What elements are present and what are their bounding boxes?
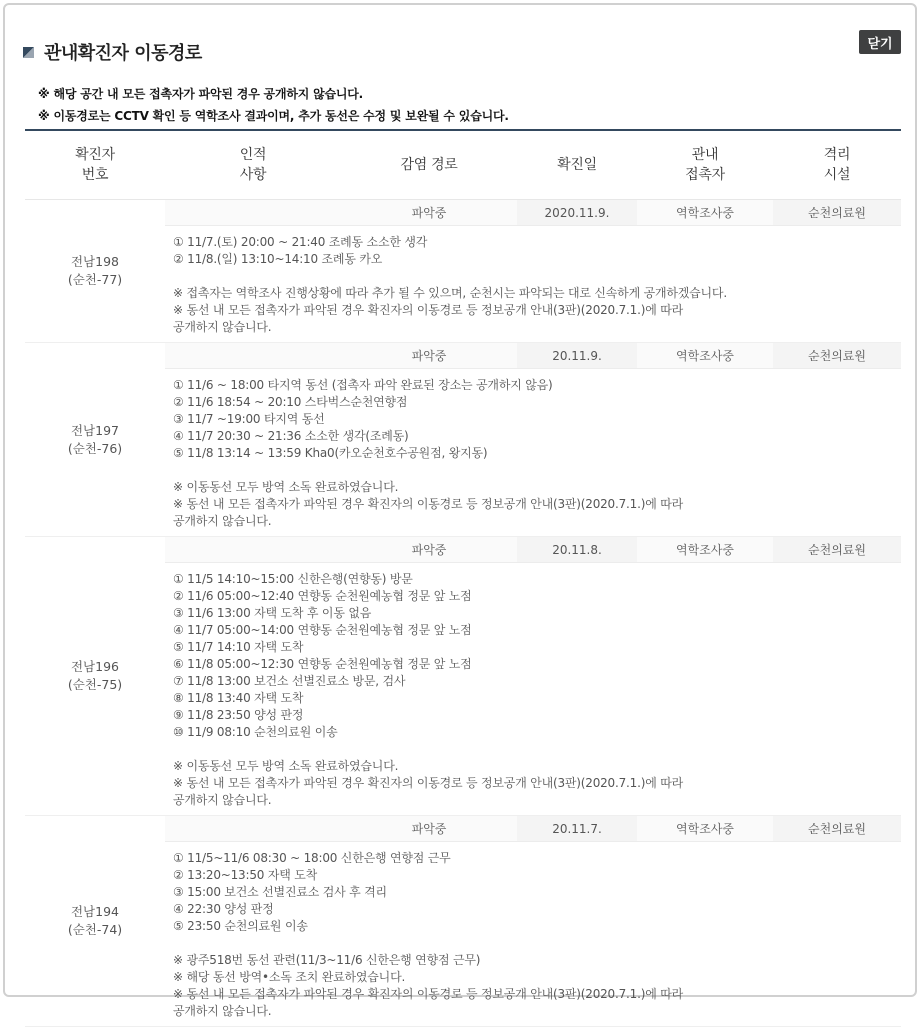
local-contacts-cell: 역학조사중	[676, 206, 734, 220]
header-local-contacts: 관내 접촉자	[685, 147, 725, 183]
route-line: ② 13:20~13:50 자택 도착	[173, 868, 317, 882]
confirm-date-cell: 20.11.9.	[517, 343, 637, 368]
route-line: ⑥ 11/8 05:00~12:30 연향동 순천원예농협 정문 앞 노점	[173, 657, 472, 671]
route-line: ⑤ 11/7 14:10 자택 도착	[173, 640, 304, 654]
close-button[interactable]: 닫기	[859, 30, 901, 54]
route-line: ※ 동선 내 모든 접촉자가 파악된 경우 확진자의 이동경로 등 정보공개 안내(3판)(2020.7.1.)에 따라	[173, 987, 683, 1001]
table-row	[25, 537, 901, 816]
route-line: ⑧ 11/8 13:40 자택 도착	[173, 691, 304, 705]
notice-box	[38, 83, 509, 127]
title-bullet-icon	[23, 47, 34, 58]
page-title: 관내확진자 이동경로	[44, 43, 202, 64]
patient-route-table	[25, 131, 901, 1027]
case-details	[165, 816, 901, 1026]
popup-header	[23, 39, 202, 65]
route-line: ⑦ 11/8 13:00 보건소 선별진료소 방문, 검사	[173, 674, 406, 688]
local-contacts-cell: 역학조사중	[676, 822, 734, 836]
route-line: ※ 동선 내 모든 접촉자가 파악된 경우 확진자의 이동경로 등 정보공개 안내(3판)(2020.7.1.)에 따라	[173, 303, 683, 317]
infection-route-cell: 파악중	[411, 543, 447, 557]
route-line: ⑤ 11/8 13:14 ~ 13:59 Kha0(카오순천호수공원점, 왕지동)	[173, 446, 488, 460]
patient-id-cell: 전남196 (순천-75)	[67, 659, 123, 692]
route-line: ※ 동선 내 모든 접촉자가 파악된 경우 확진자의 이동경로 등 정보공개 안내(3판)(2020.7.1.)에 따라	[173, 497, 683, 511]
header-personal-info: 인적 사항	[239, 147, 267, 183]
route-line: ※ 동선 내 모든 접촉자가 파악된 경우 확진자의 이동경로 등 정보공개 안내(3판)(2020.7.1.)에 따라	[173, 776, 683, 790]
blank-line	[173, 741, 901, 758]
personal-info-cell	[165, 816, 341, 841]
patient-id-cell: 전남198 (순천-77)	[67, 254, 123, 287]
route-line: ① 11/5~11/6 08:30 ~ 18:00 신한은행 연향점 근무	[173, 851, 451, 865]
confirm-date-cell: 20.11.8.	[517, 537, 637, 562]
local-contacts-cell: 역학조사중	[676, 543, 734, 557]
isolation-facility-cell: 순천의료원	[773, 537, 901, 562]
patient-id-cell: 전남194 (순천-74)	[67, 904, 123, 937]
route-line: ③ 11/7 ~19:00 타지역 동선	[173, 412, 325, 426]
table-row	[25, 200, 901, 343]
isolation-facility-cell: 순천의료원	[773, 816, 901, 841]
route-line: ② 11/6 18:54 ~ 20:10 스타벅스순천연향점	[173, 395, 408, 409]
confirm-date-cell: 20.11.7.	[517, 816, 637, 841]
route-line: 공개하지 않습니다.	[173, 793, 272, 807]
movement-route-text	[165, 842, 901, 1026]
isolation-facility-cell: 순천의료원	[773, 343, 901, 368]
route-line: ⑩ 11/9 08:10 순천의료원 이송	[173, 725, 338, 739]
route-line: 공개하지 않습니다.	[173, 1004, 272, 1018]
case-info-row	[165, 537, 901, 563]
route-line: ※ 이동동선 모두 방역 소독 완료하였습니다.	[173, 480, 399, 494]
blank-line	[173, 462, 901, 479]
header-isolation-facility: 격리 시설	[823, 147, 851, 183]
case-info-row	[165, 343, 901, 369]
route-line: ④ 22:30 양성 판정	[173, 902, 274, 916]
case-details	[165, 537, 901, 815]
route-line: ② 11/6 05:00~12:40 연향동 순천원예농협 정문 앞 노점	[173, 589, 472, 603]
movement-route-text	[165, 563, 901, 815]
route-line: ⑤ 23:50 순천의료원 이송	[173, 919, 308, 933]
header-confirm-date: 확진일	[557, 157, 597, 173]
route-line: ① 11/5 14:10~15:00 신한은행(연향동) 방문	[173, 572, 413, 586]
route-line: ④ 11/7 20:30 ~ 21:36 소소한 생각(조례동)	[173, 429, 409, 443]
blank-line	[173, 935, 901, 952]
route-line: ※ 해당 동선 방역•소독 조치 완료하였습니다.	[173, 970, 406, 984]
personal-info-cell	[165, 343, 341, 368]
header-patient-number: 확진자 번호	[75, 147, 115, 183]
case-details	[165, 343, 901, 536]
route-line: ① 11/6 ~ 18:00 타지역 동선 (접촉자 파악 완료된 장소는 공개하지 않음)	[173, 378, 553, 392]
route-line: ③ 11/6 13:00 자택 도착 후 이동 없음	[173, 606, 372, 620]
infection-route-cell: 파악중	[411, 206, 447, 220]
infection-route-cell: 파악중	[411, 349, 447, 363]
route-line: ① 11/7.(토) 20:00 ~ 21:40 조례동 소소한 생각	[173, 235, 428, 249]
route-line: 공개하지 않습니다.	[173, 320, 272, 334]
personal-info-cell	[165, 200, 341, 225]
header-infection-route: 감염 경로	[400, 157, 458, 173]
case-info-row	[165, 816, 901, 842]
infection-route-cell: 파악중	[411, 822, 447, 836]
blank-line	[173, 268, 901, 285]
patient-id-cell: 전남197 (순천-76)	[67, 422, 123, 456]
route-line: ③ 15:00 보건소 선별진료소 검사 후 격리	[173, 885, 387, 899]
personal-info-cell	[165, 537, 341, 562]
route-line: ※ 광주518번 동선 관련(11/3~11/6 신한은행 연향점 근무)	[173, 953, 481, 967]
notice-line: ※ 이동경로는 CCTV 확인 등 역학조사 결과이며, 추가 동선은 수정 및 보완될 수 있습니다.	[38, 109, 509, 123]
notice-line: ※ 해당 공간 내 모든 접촉자가 파악된 경우 공개하지 않습니다.	[38, 87, 364, 101]
route-line: 공개하지 않습니다.	[173, 514, 272, 528]
case-details	[165, 200, 901, 342]
case-info-row	[165, 200, 901, 226]
route-line: ⑨ 11/8 23:50 양성 판정	[173, 708, 304, 722]
movement-route-text	[165, 369, 901, 536]
popup-window	[3, 3, 917, 1018]
table-row	[25, 343, 901, 537]
local-contacts-cell: 역학조사중	[676, 349, 734, 363]
route-line: ※ 접촉자는 역학조사 진행상황에 따라 추가 될 수 있으며, 순천시는 파악되는 대로 신속하게 공개하겠습니다.	[173, 286, 727, 300]
route-line: ④ 11/7 05:00~14:00 연향동 순천원예농협 정문 앞 노점	[173, 623, 472, 637]
route-line: ② 11/8.(일) 13:10~14:10 조례동 카오	[173, 252, 383, 266]
isolation-facility-cell: 순천의료원	[773, 200, 901, 225]
route-line: ※ 이동동선 모두 방역 소독 완료하였습니다.	[173, 759, 399, 773]
confirm-date-cell: 2020.11.9.	[517, 200, 637, 225]
table-header-row	[25, 131, 901, 200]
movement-route-text	[165, 226, 901, 342]
table-row	[25, 816, 901, 1027]
